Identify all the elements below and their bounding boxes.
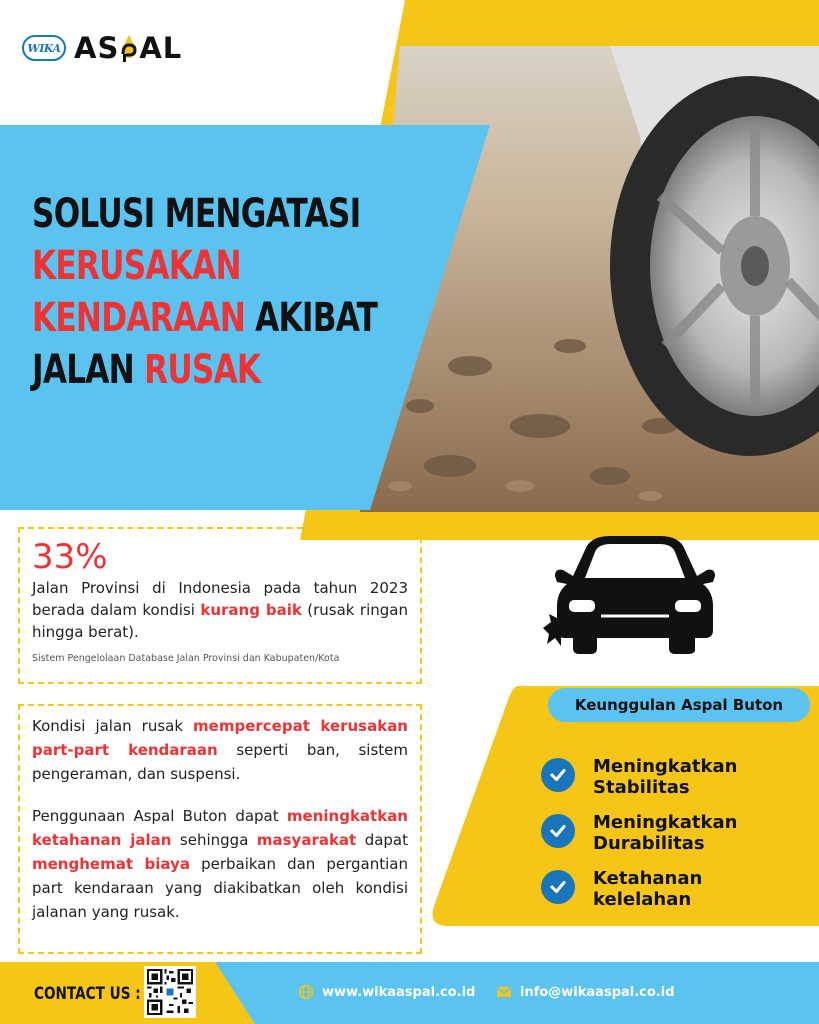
benefit-label: Meningkatkan Stabilitas (593, 756, 738, 798)
page-title (32, 188, 378, 396)
headline-line-4-red: RUSAK (144, 347, 261, 393)
p1-text-b: seperti ban, sistem pengeraman, dan suspensi. (32, 741, 408, 783)
stat-desc-highlight: kurang baik (200, 601, 302, 619)
globe-icon (298, 984, 314, 1000)
headline-line-1: SOLUSI MENGATASI (32, 191, 361, 237)
email-link[interactable] (496, 984, 675, 1000)
car-crash-icon (535, 530, 720, 660)
oil-drop-icon (120, 34, 138, 62)
headline-line-4-dark: JALAN (32, 347, 145, 393)
qr-code-icon[interactable] (144, 966, 196, 1018)
statistic-card (18, 527, 422, 684)
contact-label: CONTACT US : (34, 984, 141, 1004)
p2-highlight-2: masyarakat (256, 831, 357, 849)
check-circle-icon (541, 758, 575, 792)
headline-line-3 (32, 292, 378, 344)
wika-logo-badge: WIKA (22, 35, 66, 61)
benefit-label: Ketahanan kelelahan (593, 868, 703, 910)
wordmark-suffix: AL (139, 31, 183, 65)
p2-text-a: Penggunaan Aspal Buton dapat (32, 807, 287, 825)
stat-value: 33% (32, 537, 108, 577)
benefits-title: Keunggulan Aspal Buton (548, 688, 810, 722)
stat-description (32, 577, 408, 643)
p2-text-c: dapat (356, 831, 409, 849)
benefit-item-durability (541, 812, 773, 854)
stat-desc-before: Jalan Provinsi di Indonesia pada tahun 2023 berada dalam kondisi (32, 579, 408, 619)
email-text: info@wikaaspal.co.id (520, 984, 675, 1000)
paragraph-1 (32, 714, 408, 786)
p1-text-a: Kondisi jalan rusak (32, 717, 194, 735)
wordmark-prefix: AS (74, 31, 120, 65)
aspal-wordmark (74, 31, 182, 65)
footer (0, 962, 819, 1024)
p2-highlight-3: menghemat biaya (32, 855, 190, 873)
p2-text-b: sehingga (171, 831, 257, 849)
p2-highlight-1: meningkatkan ketahanan jalan (32, 807, 408, 849)
headline-line-4 (32, 344, 360, 396)
headline-line-3-dark: AKIBAT (245, 295, 378, 341)
benefit-label: Meningkatkan Durabilitas (593, 812, 738, 854)
brand-logo (22, 30, 182, 66)
p2-text-d: perbaikan dan pergantian part kendaraan yang diakibatkan oleh kondisi jalanan yang rusak. (32, 855, 408, 921)
headline-line-3-red: KENDARAAN (32, 295, 246, 341)
paragraph-2 (32, 804, 408, 924)
body-text-card (18, 704, 422, 954)
website-link[interactable] (298, 984, 475, 1000)
p1-highlight: mempercepat kerusakan part-part kendaraan (32, 717, 408, 759)
stat-source: Sistem Pengelolaan Database Jalan Provinsi dan Kabupaten/Kota (32, 653, 340, 664)
envelope-icon (496, 984, 512, 1000)
benefit-item-stability (541, 756, 773, 798)
stat-desc-after: (rusak ringan hingga berat). (32, 601, 408, 641)
website-text: www.wikaaspal.co.id (322, 984, 476, 1000)
check-circle-icon (541, 870, 575, 904)
headline-line-2: KERUSAKAN (32, 243, 241, 289)
check-circle-icon (541, 814, 575, 848)
benefit-item-fatigue (541, 868, 773, 910)
